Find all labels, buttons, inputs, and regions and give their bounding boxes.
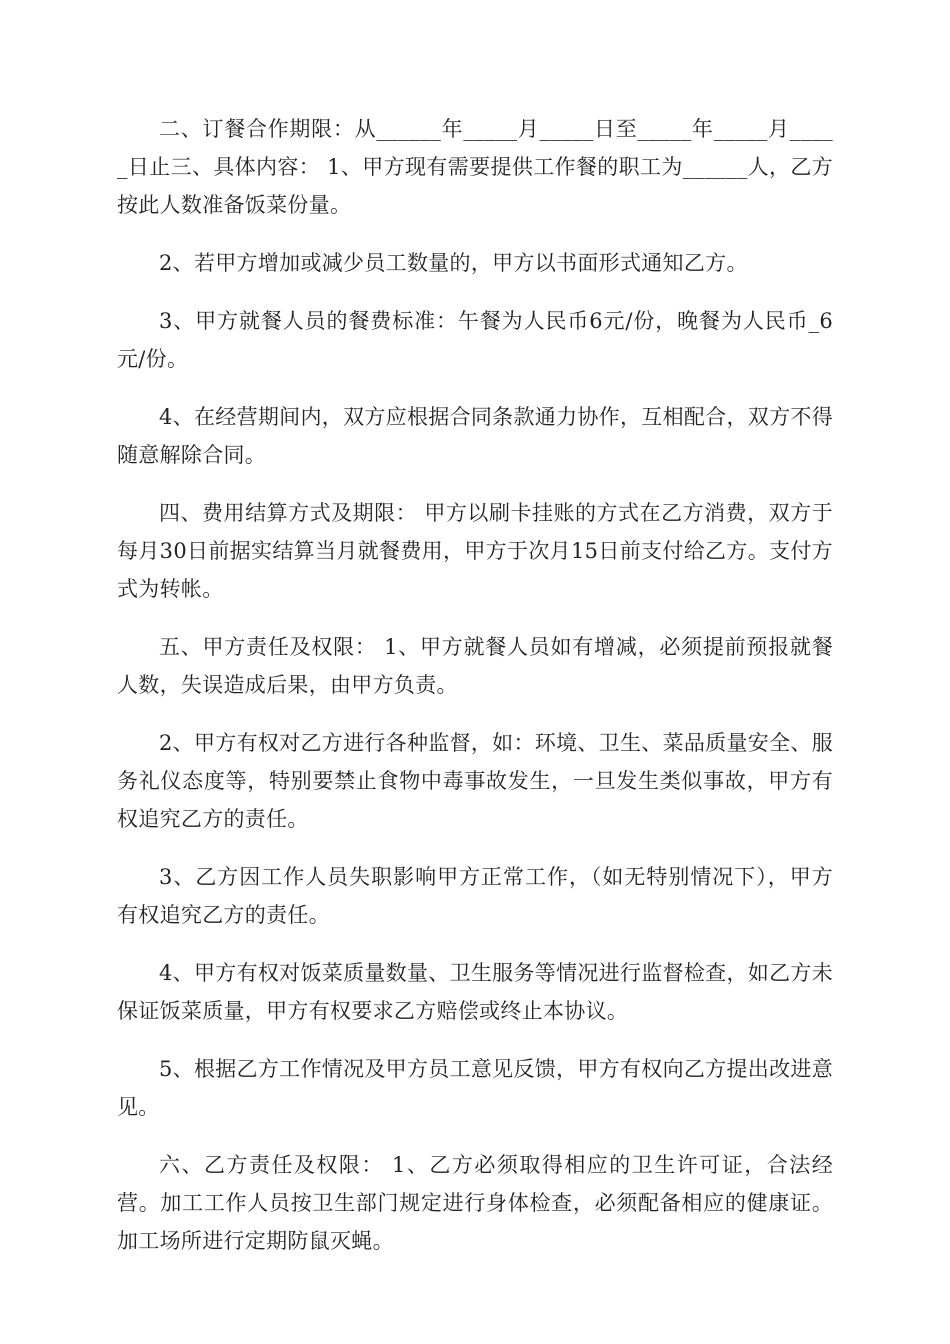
document-body <box>117 110 833 1280</box>
paragraph-cooperation: 4、在经营期间内，双方应根据合同条款通力协作，互相配合，双方不得随意解除合同。 <box>117 405 833 467</box>
paragraph-party-b-duties: 六、乙方责任及权限： 1、乙方必须取得相应的卫生许可证，合法经营。加工工作人员按卫生部门规定进行身体检查，必须配备相应的健康证。加工场所进行定期防鼠灭蝇。 <box>117 1153 833 1253</box>
paragraph-cooperation-period: 二、订餐合作期限：从______年_____月_____日至_____年_____月_____日止三、具体内容： 1、甲方现有需要提供工作餐的职工为______人，乙方按此人数准备饭菜份量。 <box>117 117 833 217</box>
paragraph-party-a-duties: 五、甲方责任及权限： 1、甲方就餐人员如有增减，必须提前预报就餐人数，失误造成后果，由甲方负责。 <box>117 635 833 697</box>
paragraph-supervision: 2、甲方有权对乙方进行各种监督，如：环境、卫生、菜品质量安全、服务礼仪态度等，特别要禁止食物中毒事故发生，一旦发生类似事故，甲方有权追究乙方的责任。 <box>117 731 833 831</box>
paragraph-staff-change: 2、若甲方增加或减少员工数量的，甲方以书面形式通知乙方。 <box>159 251 748 275</box>
paragraph-inspection: 4、甲方有权对饭菜质量数量、卫生服务等情况进行监督检查，如乙方未保证饭菜质量，甲方有权要求乙方赔偿或终止本协议。 <box>117 961 833 1023</box>
paragraph-meal-price: 3、甲方就餐人员的餐费标准：午餐为人民币6元/份，晚餐为人民币_6元/份。 <box>117 309 833 371</box>
paragraph-settlement: 四、费用结算方式及期限： 甲方以刷卡挂账的方式在乙方消费，双方于每月30日前据实结算当月就餐费用，甲方于次月15日前支付给乙方。支付方式为转帐。 <box>117 501 833 601</box>
paragraph-feedback: 5、根据乙方工作情况及甲方员工意见反馈，甲方有权向乙方提出改进意见。 <box>117 1057 833 1119</box>
paragraph-negligence: 3、乙方因工作人员失职影响甲方正常工作，（如无特别情况下），甲方有权追究乙方的责任。 <box>117 865 833 927</box>
